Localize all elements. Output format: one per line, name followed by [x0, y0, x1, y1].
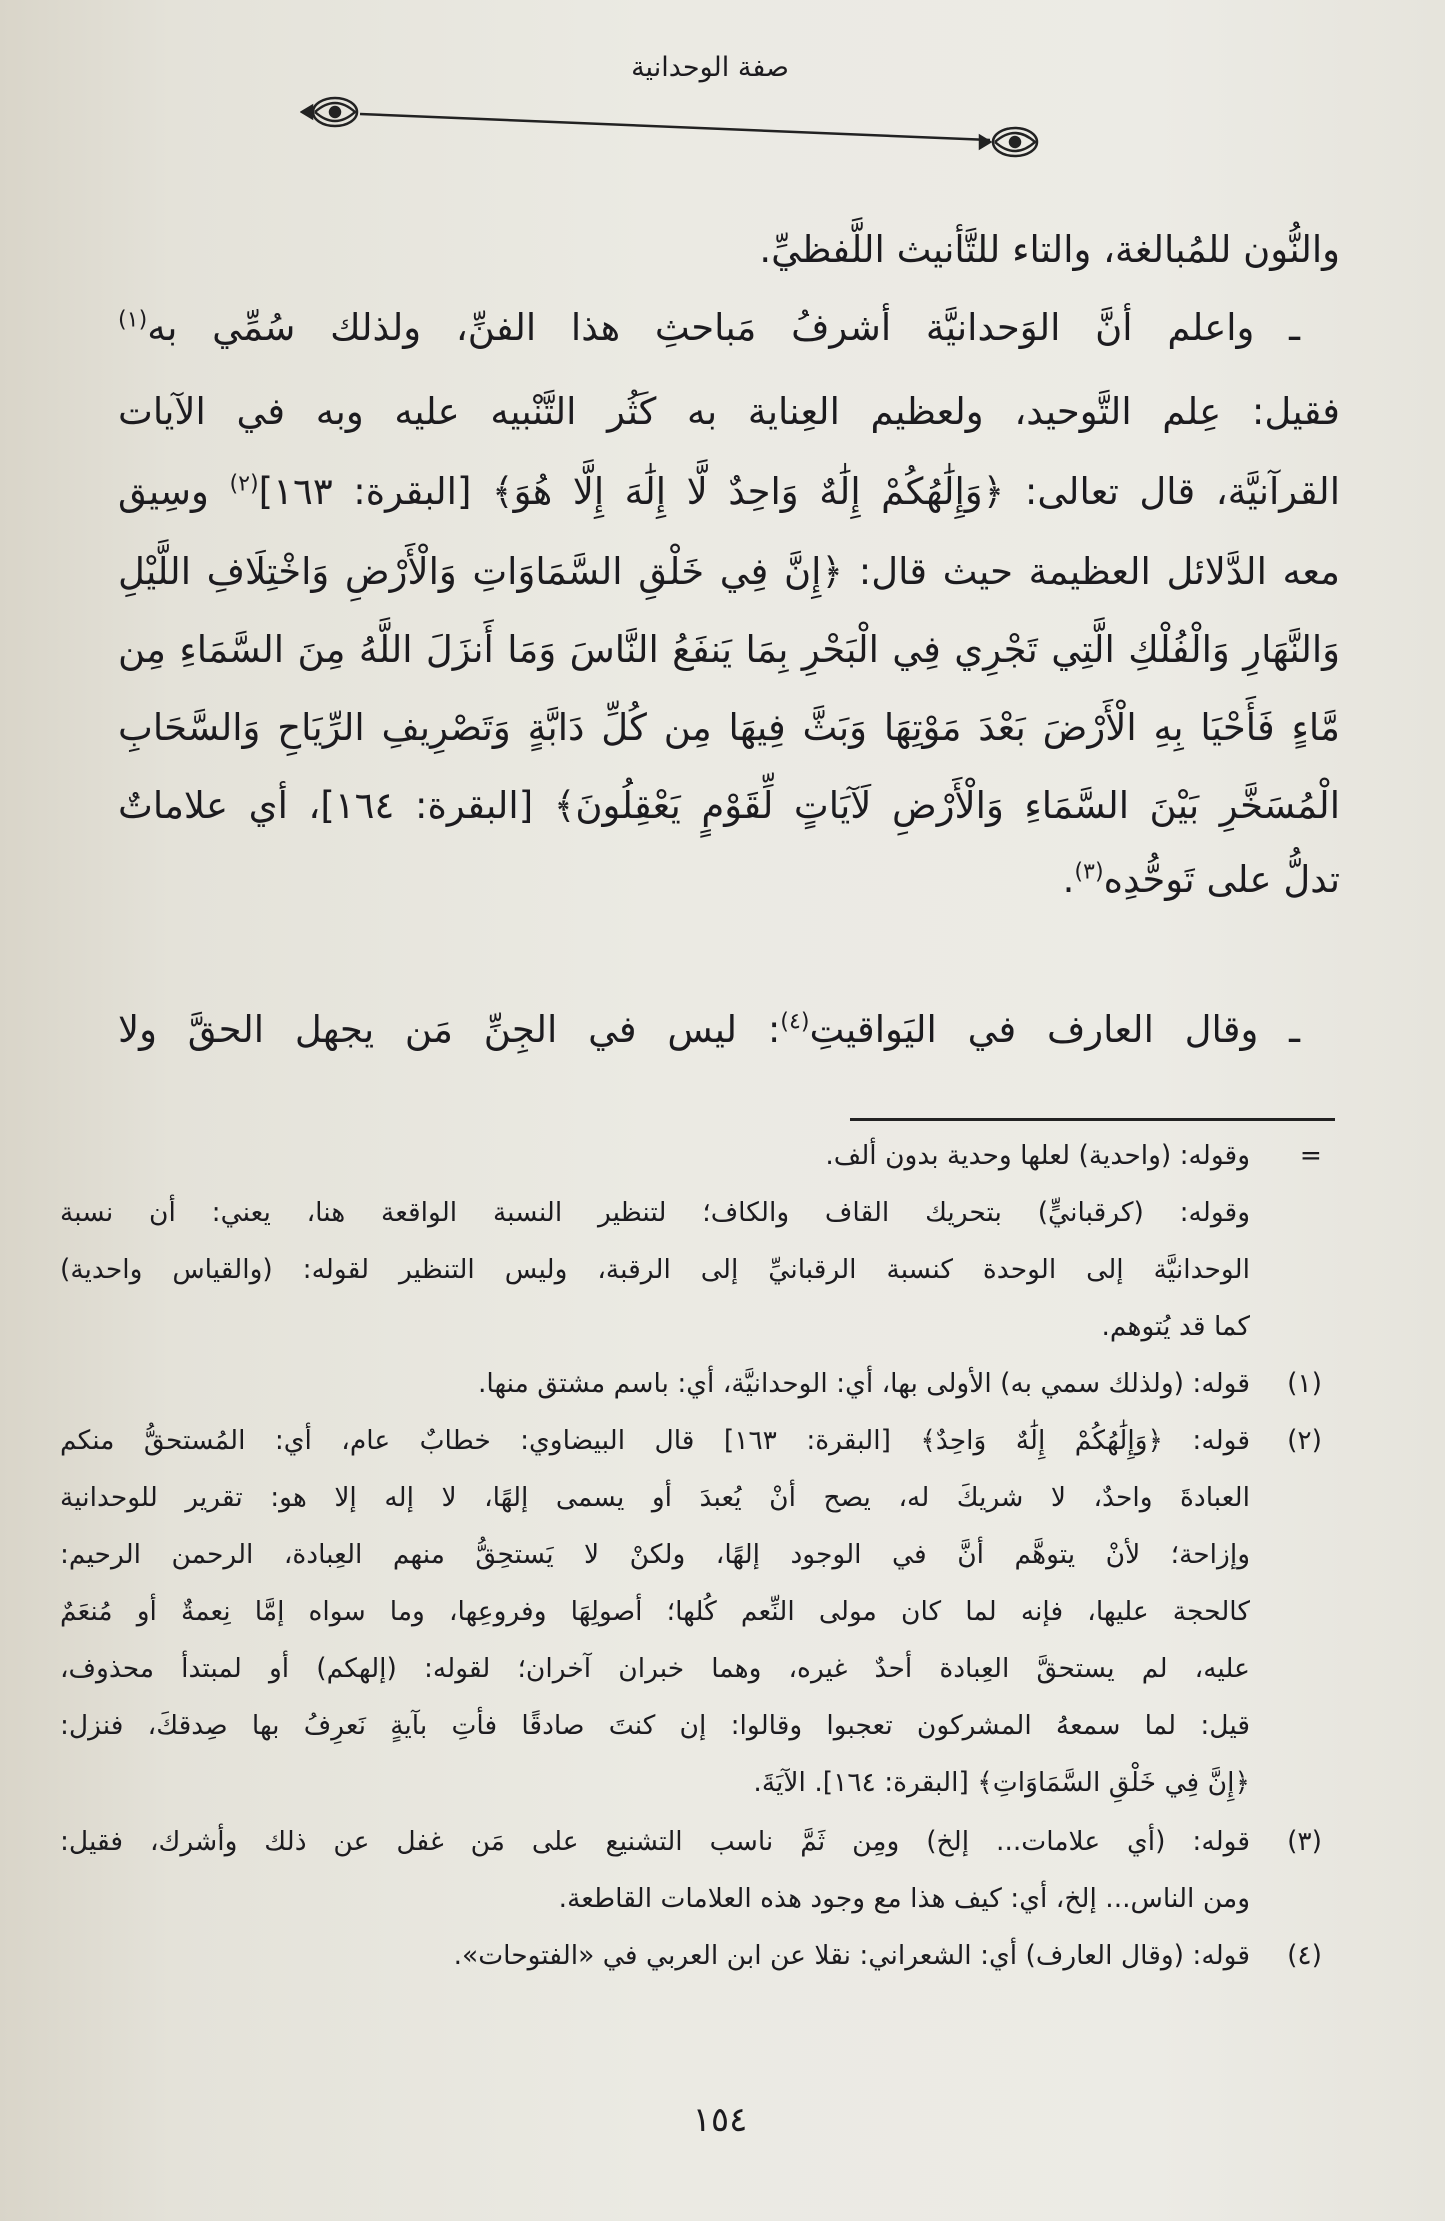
- footnote-line: ﴿إِنَّ فِي خَلْقِ السَّمَاوَاتِ﴾ [البقرة: ١٦٤]. الآيَةَ.: [753, 1767, 1250, 1798]
- body-text: ـ واعلم أنَّ الوَحدانيَّة أشرفُ مَباحثِ هذا الفنِّ، ولذلك سُمِّي به: [147, 306, 1300, 349]
- body-text: ـ وقال العارف في اليَواقيتِ: [809, 1008, 1300, 1051]
- footnote-ref[interactable]: (١): [118, 306, 148, 333]
- footnote-line: الوحدانيَّة إلى الوحدة كنسبة الرقبانيِّ إلى الرقبة، وليس التنظير لقوله: (والقياس واحدية): [60, 1254, 1250, 1285]
- body-line: مَّاءٍ فَأَحْيَا بِهِ الْأَرْضَ بَعْدَ مَوْتِهَا وَبَثَّ فِيهَا مِن كُلِّ دَابَّةٍ وَتَصْرِيفِ الرِّيَاحِ وَالسَّحَابِ: [118, 706, 1340, 749]
- footnote-line: ومن الناس... إلخ، أي: كيف هذا مع وجود هذه العلامات القاطعة.: [558, 1883, 1250, 1914]
- footnote-separator: [850, 1118, 1335, 1121]
- header-ornament-icon: [300, 92, 1050, 162]
- body-line: والنُّون للمُبالغة، والتاء للتَّأنيث اللَّفظيِّ.: [759, 228, 1340, 271]
- footnote-line: وإزاحة؛ لأنْ يتوهَّم أنَّ في الوجود إلهًا، ولكنْ لا يَستحِقُّ منهم العِبادة، الرحمن الرحيم:: [60, 1539, 1250, 1570]
- footnote-line: قوله: (ولذلك سمي به) الأولى بها، أي: الوحدانيَّة، أي: باسم مشتق منها.: [477, 1368, 1250, 1399]
- body-text: .: [1062, 858, 1075, 901]
- body-line: [118, 306, 1340, 349]
- body-text: : ليس في الجِنِّ مَن يجهل الحقَّ ولا: [118, 1008, 781, 1051]
- footnote-line: قيل: لما سمعهُ المشركون تعجبوا وقالوا: إن كنتَ صادقًا فأتِ بآيةٍ نَعرِفُ بها صِدقكَ، فنزل:: [60, 1710, 1250, 1741]
- page-number: ١٥٤: [692, 2100, 748, 2140]
- body-text: وسِيق: [118, 470, 209, 513]
- footnote-line: قوله: (أي علامات... إلخ) ومِن ثَمَّ ناسب التشنيع على مَن غفل عن ذلك وأشرك، فقيل:: [60, 1826, 1250, 1857]
- footnote-line: وقوله: (كرقبانيٍّ) بتحريك القاف والكاف؛ لتنظير النسبة الواقعة هنا، يعني: أن نسبة: [60, 1197, 1250, 1228]
- footnote-ref[interactable]: (٤): [780, 1008, 810, 1035]
- footnote-line: قوله: (وقال العارف) أي: الشعراني: نقلا عن ابن العربي في «الفتوحات».: [453, 1940, 1250, 1971]
- footnote-marker: (٤): [1287, 1940, 1322, 1971]
- body-line: معه الدَّلائل العظيمة حيث قال: ﴿إِنَّ فِي خَلْقِ السَّمَاوَاتِ وَالْأَرْضِ وَاخْتِلَافِ اللَّيْلِ: [118, 550, 1340, 593]
- body-text: تدلُّ على تَوحُّدِه: [1103, 858, 1340, 901]
- footnote-line: عليه، لم يستحقَّ العِبادة أحدٌ غيره، وهما خبران آخران؛ لقوله: (إلهكم) أو لمبتدأ محذوف،: [60, 1653, 1250, 1684]
- footnote-line: كالحجة عليها، فإنه لما كان مولى النِّعم كُلها؛ أصولِهَا وفروعِها، وما سواه إمَّا نِعمةٌ أو مُنعَمٌ: [60, 1596, 1250, 1627]
- body-line: الْمُسَخَّرِ بَيْنَ السَّمَاءِ وَالْأَرْضِ لَآيَاتٍ لِّقَوْمٍ يَعْقِلُونَ﴾ [البقرة: ١٦٤]، أي علاماتٌ: [118, 784, 1340, 827]
- footnote-ref[interactable]: (٢): [229, 470, 259, 497]
- body-line: [118, 858, 1340, 901]
- footnote-line: كما قد يُتوهم.: [1101, 1311, 1250, 1342]
- continuation-marker: =: [1299, 1140, 1322, 1171]
- footnote-line: العبادةَ واحدٌ، لا شريكَ له، يصح أنْ يُعبدَ أو يسمى إلهًا، لا إله إلا هو: تقرير للوحدانية: [60, 1482, 1250, 1513]
- footnote-marker: (٣): [1287, 1826, 1322, 1857]
- footnote-line: قوله: ﴿وَإِلَٰهُكُمْ إِلَٰهٌ وَاحِدٌ﴾ [البقرة: ١٦٣] قال البيضاوي: خطابٌ عام، أي: المُستحقُّ منكم: [60, 1425, 1250, 1456]
- footnote-ref[interactable]: (٣): [1074, 858, 1104, 885]
- body-text: القرآنيَّة، قال تعالى: ﴿وَإِلَٰهُكُمْ إِلَٰهٌ وَاحِدٌ لَّا إِلَٰهَ إِلَّا هُوَ﴾ [البقرة: ١٦٣]: [258, 470, 1340, 513]
- body-line: فقيل: عِلم التَّوحيد، ولعظيم العِناية به كَثُر التَّنْبيه عليه وبه في الآيات: [118, 390, 1340, 433]
- footnote-marker: (١): [1287, 1368, 1322, 1399]
- body-line: وَالنَّهَارِ وَالْفُلْكِ الَّتِي تَجْرِي فِي الْبَحْرِ بِمَا يَنفَعُ النَّاسَ وَمَا أَنزَلَ اللَّهُ مِنَ السَّمَاءِ مِن: [118, 628, 1340, 671]
- running-header-title: صفة الوحدانية: [631, 52, 789, 83]
- footnote-line: وقوله: (واحدية) لعلها وحدية بدون ألف.: [825, 1140, 1250, 1171]
- body-line: [118, 1008, 1340, 1051]
- body-line: [118, 470, 1340, 513]
- footnote-marker: (٢): [1287, 1425, 1322, 1456]
